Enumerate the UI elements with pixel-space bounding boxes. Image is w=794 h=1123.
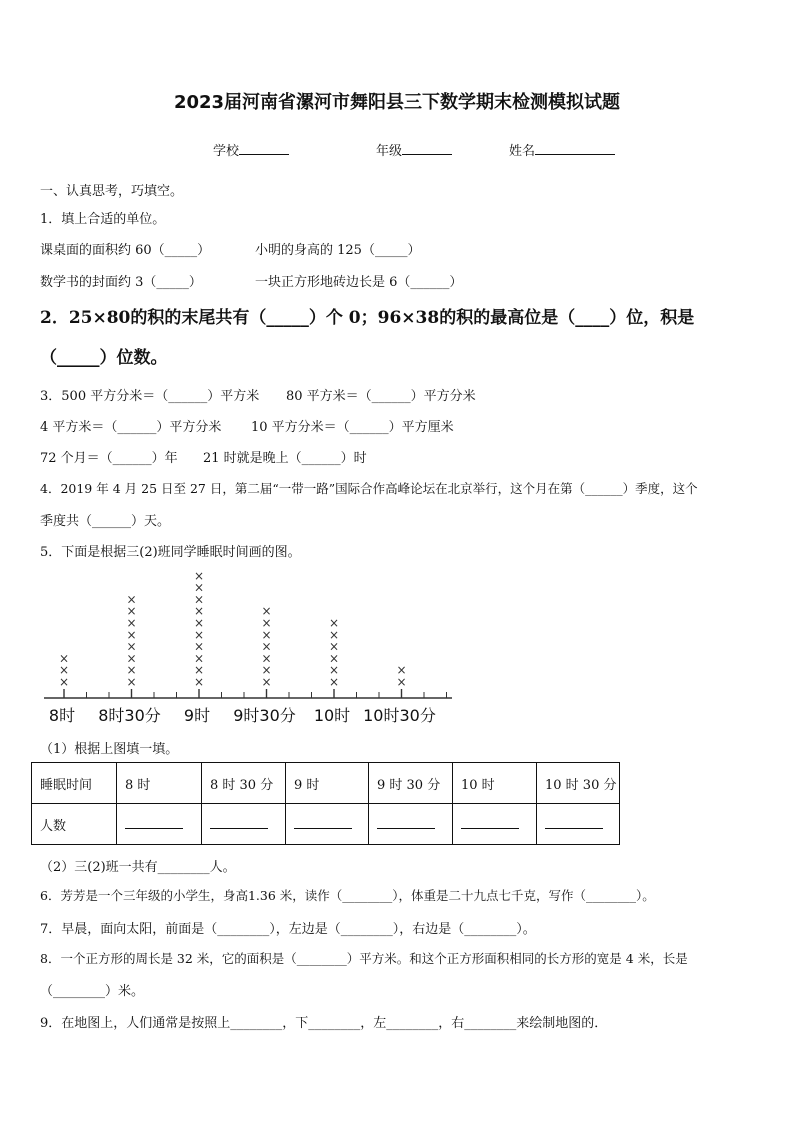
q8-line1: 8．一个正方形的周长是 32 米，它的面积是（________）平方米。和这个正方形面积相同的长方形的宽是 4 米，长是 [40,951,688,966]
table-header-cell: 10 时 [453,763,537,804]
x-mark: × [193,580,205,595]
tick-label: 10时30分 [363,706,436,725]
answer-blank[interactable] [453,804,537,845]
answer-blank[interactable] [537,804,620,845]
x-mark: × [126,675,137,689]
answer-blank[interactable] [369,804,453,845]
page-title: 2023届河南省漯河市舞阳县三下数学期末检测模拟试题 [173,92,621,113]
x-mark: × [261,604,272,619]
grade-label: 年级 [376,144,403,159]
tick-label: 8时30分 [98,706,161,725]
q3-f: 21 时就是晚上（______）时 [203,451,367,466]
x-mark: × [328,651,340,666]
q9: 9．在地图上，人们通常是按照上________，下________，左________，右________来绘制地图的． [40,1016,608,1031]
x-mark: × [193,675,205,689]
q3-b: 80 平方米＝（______）平方分米 [286,389,476,404]
q3-a: 3．500 平方分米＝（______）平方米 [40,389,260,404]
x-mark: × [58,663,70,678]
sleep-table [31,762,620,845]
q5-stem: 5．下面是根据三(2)班同学睡眠时间画的图。 [40,545,301,560]
x-mark: × [193,663,205,678]
q4-line2: 季度共（______）天。 [40,514,171,529]
q5-sub2: （2）三(2)班一共有________人。 [40,860,236,875]
x-mark: × [261,627,272,642]
table-header-cell: 10 时 30 分 [537,763,620,804]
school-label: 学校 [213,144,240,159]
q2-line1: 2．25×80的积的末尾共有（_____）个 0；96×38的积的最高位是（____）位，积是 [40,308,695,328]
x-mark: × [193,592,205,607]
q2-line2: （_____）位数。 [40,348,168,368]
x-mark: × [193,616,205,630]
tick-label: 9时 [183,706,211,725]
x-mark: × [328,639,340,654]
x-mark: × [328,663,340,678]
answer-blank[interactable] [117,804,202,845]
q6: 6．芳芳是一个三年级的小学生，身高1.36 米，读作（________），体重是二十九点七千克，写作（________）。 [40,888,655,903]
table-header-cell: 8 时 30 分 [202,763,286,804]
x-mark: × [193,651,205,666]
grade-field[interactable] [376,140,452,159]
x-mark: × [261,675,272,689]
q1-d: 一块正方形地砖边长是 6（______） [255,275,463,290]
q3-e: 72 个月＝（______）年 [40,451,178,466]
x-mark: × [193,568,205,583]
row-label: 人数 [32,804,117,845]
x-mark: × [261,651,272,666]
tick-label: 8时 [48,706,76,725]
table-header-cell: 8 时 [117,763,202,804]
q1-b: 小明的身高的 125（_____） [255,243,421,258]
answer-blank[interactable] [286,804,369,845]
q5-sub1: （1）根据上图填一填。 [40,742,179,757]
table-header-cell: 睡眠时间 [32,763,117,804]
sleep-time-chart [0,560,794,732]
table-header-row [32,763,620,804]
x-mark: × [396,675,407,689]
x-mark: × [126,616,137,630]
x-mark: × [126,627,137,642]
x-mark: × [126,651,137,666]
x-mark: × [328,675,340,689]
answer-blank[interactable] [202,804,286,845]
x-mark: × [126,604,137,619]
x-mark: × [261,663,272,678]
x-mark: × [58,675,70,689]
tick-label: 10时 [313,706,351,725]
table-header-cell: 9 时 30 分 [369,763,453,804]
x-mark: × [193,627,205,642]
q8-line2: （________）米。 [40,984,145,999]
x-mark: × [328,616,340,630]
x-mark: × [126,639,137,654]
school-field[interactable] [213,140,289,159]
x-mark: × [328,627,340,642]
q1-a: 课桌面的面积约 60（_____） [40,243,211,258]
table-header-cell: 9 时 [286,763,369,804]
x-mark: × [193,639,205,654]
q1-stem: 1．填上合适的单位。 [40,212,166,227]
x-mark: × [126,663,137,678]
x-mark: × [396,663,407,678]
q1-c: 数学书的封面约 3（_____） [40,275,202,290]
name-field[interactable] [509,140,615,159]
x-mark: × [261,616,272,630]
table-row [32,804,620,845]
section-heading: 一、认真思考，巧填空。 [40,184,184,199]
x-mark: × [261,639,272,654]
q3-c: 4 平方米＝（______）平方分米 [40,420,222,435]
q7: 7．早晨，面向太阳，前面是（________），左边是（________），右边是（________）。 [40,922,536,937]
q3-d: 10 平方分米＝（______）平方厘米 [251,420,454,435]
name-label: 姓名 [509,144,536,159]
tick-label: 9时30分 [233,706,296,725]
x-mark: × [193,604,205,619]
x-mark: × [58,651,70,666]
x-mark: × [126,592,137,607]
q4-line1: 4．2019 年 4 月 25 日至 27 日，第二届“一带一路”国际合作高峰论坛在北京举行，这个月在第（______）季度，这个 [40,481,698,496]
